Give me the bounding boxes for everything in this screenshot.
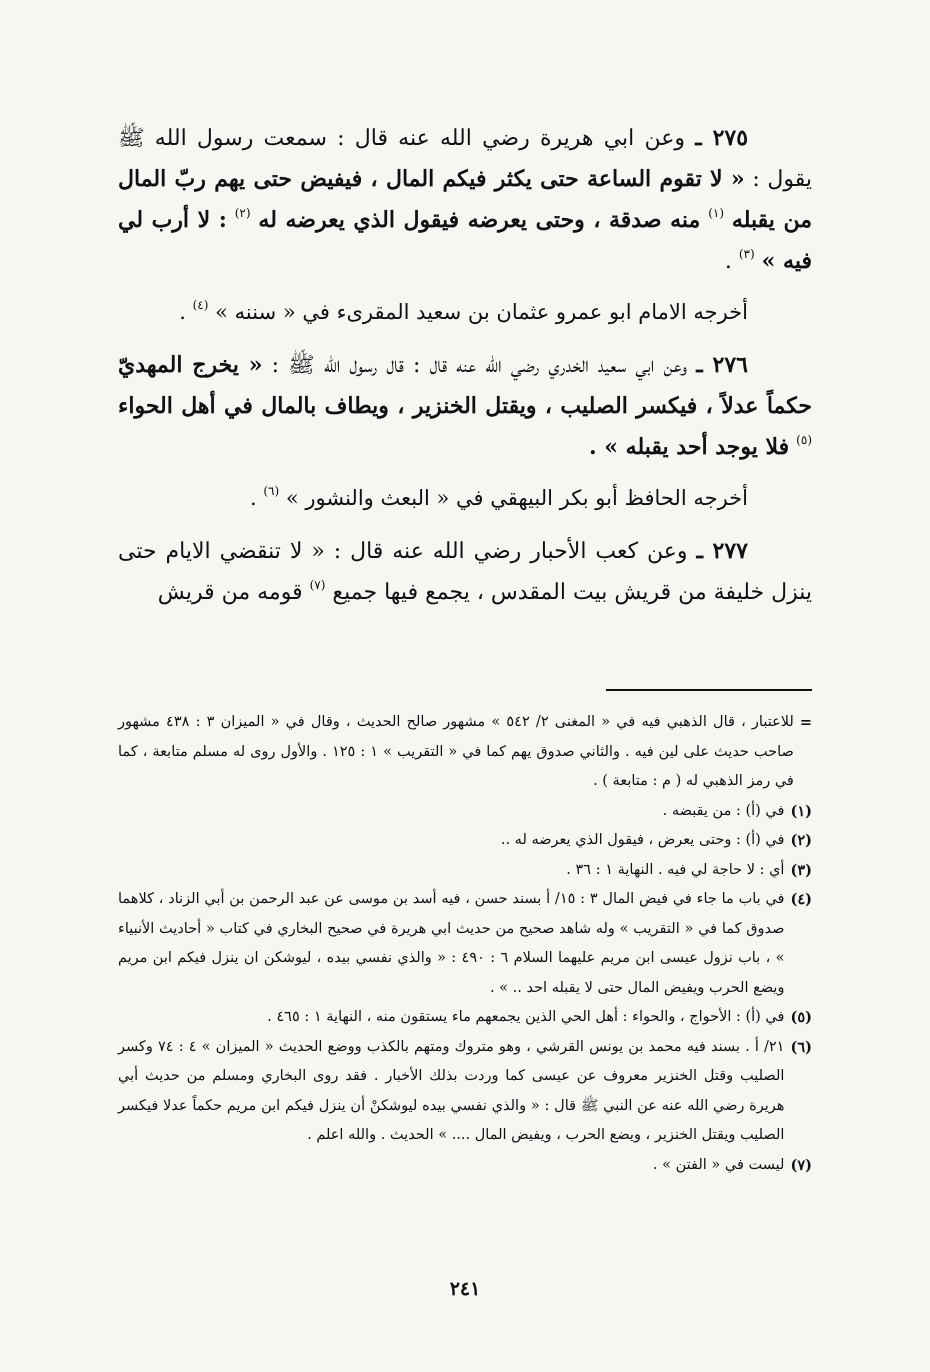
footnote-marker: (٢)	[234, 205, 251, 220]
footnote-number: (٢)	[790, 832, 812, 849]
footnote-4	[118, 885, 812, 1003]
hadith-275	[118, 118, 812, 282]
hadith-277	[118, 531, 812, 613]
footnotes	[118, 708, 812, 1180]
footnote-number: (٧)	[790, 1156, 812, 1174]
footnote-3	[118, 856, 812, 886]
hadith-quote: قومه من قريش	[157, 580, 303, 605]
footnote-number: (٣)	[790, 861, 812, 879]
source-275	[118, 292, 812, 333]
footnote-marker: (٦)	[263, 484, 280, 498]
hadith-quote: منه صدقة ، وحتى يعرضه فيقول الذي يعرضه له	[258, 207, 701, 233]
footnote-separator	[606, 689, 812, 691]
punctuation: .	[724, 249, 732, 274]
footnote-2	[118, 826, 812, 856]
hadith-quote: فلا يوجد أحد يقبله » .	[588, 434, 790, 460]
footnote-text: ٢١/ أ . بسند فيه محمد بن يونس القرشي ، وهو متروك ومتهم بالكذب ووضع الحديث « الميزان » ٤ : ٧٤ وكسر الصليب وقتل الخنزير معروف عن عيسى كما وردت بذلك الأخبار . فقد روى البخاري ومسلم من حديث أبي هريرة رضي الله عنه عن النبي ﷺ قال : « والذي نفسي بيده ليوشكنْ أن ينزل فيكم ابن مريم حكماً عدلا فيكسر الصليب ويقتل الخنزير ، ويضع الحرب ، ويفيض المال .... » الحديث . والله اعلم .	[118, 1038, 785, 1143]
punctuation: .	[249, 486, 257, 510]
book-page	[118, 118, 812, 1358]
footnote-marker: (٣)	[738, 246, 755, 261]
footnote-text: ليست في « الفتن » .	[652, 1156, 785, 1173]
hadith-intro: وعن ابي سعيد الخدري رضي الله عنه قال : قال رسول الله ﷺ :	[271, 353, 688, 378]
footnote-text: للاعتبار ، قال الذهبي فيه في « المغنى ٢/ ٥٤٢ » مشهور صالح الحديث ، وقال في « الميزان ٣ : ٤٣٨ مشهور صاحب حديث على لين فيه . والثاني صدوق يهم كما في « التقريب » ١ : ١٢٥ . والأول روى له مسلم متابعة ، كما في رمز الذهبي له ( م : متابعة ) .	[118, 714, 794, 789]
footnote-6	[118, 1033, 812, 1151]
footnote-continuation	[118, 708, 812, 797]
hadith-276	[118, 345, 812, 468]
footnote-5	[118, 1003, 812, 1033]
footnote-text: في (أ) : وحتى يعرض ، فيقول الذي يعرضه له ..	[500, 832, 785, 848]
hadith-quote: « يخرج المهديّ حكماً عدلاً ، فيكسر الصليب ، ويقتل الخنزير ، ويطاف بالمال في أهل الحواء	[118, 352, 812, 419]
footnote-text: في (أ) : من يقبضه .	[662, 802, 785, 819]
source-text: أخرجه الامام ابو عمرو عثمان بن سعيد المقرىء في « سننه »	[215, 300, 748, 324]
hadith-intro: وعن ابي هريرة رضي الله عنه قال : سمعت رسول الله ﷺ يقول :	[118, 126, 813, 192]
footnote-text: في (أ) : الأحواج ، والحواء : أهل الحي الذين يجمعهم ماء يستقون منه ، النهاية ١ : ٤٦٥ .	[267, 1009, 785, 1025]
source-276	[118, 478, 812, 519]
hadith-quote: « لا تقوم الساعة حتى يكثر فيكم المال ، فيفيض حتى يهم ربّ المال من يقبله	[118, 166, 812, 233]
page-number: ٢٤١	[449, 1278, 481, 1300]
footnote-marker: (١)	[708, 205, 725, 220]
footnote-number: (٦)	[790, 1038, 812, 1056]
footnote-marker: (٧)	[309, 577, 326, 592]
hadith-quote: : لا أرب لي فيه »	[118, 207, 812, 274]
hadith-number: ٢٧٥ ـ	[695, 125, 749, 151]
footnote-1	[118, 797, 812, 827]
hadith-number: ٢٧٦ ـ	[696, 352, 748, 378]
source-text: أخرجه الحافظ أبو بكر البيهقي في « البعث والنشور »	[285, 486, 748, 510]
footnote-text: في باب ما جاء في فيض المال ٣ : ١٥/ أ بسند حسن ، فيه أسد بن موسى عن عبد الرحمن بن أبي الزناد ، كلاهما صدوق كما في « التقريب » وله شاهد صحيح من حديث ابي هريرة في صحيح البخاري في كتاب « أحاديث الأنبياء » ، باب نزول عيسى ابن مريم عليهما السلام ٦ : ٤٩٠ : « والذي نفسي بيده ، ليوشكن ان ينزل فيكم ابن مريم ويضع الحرب ويفيض المال حتى لا يقبله احد .. » .	[118, 891, 785, 996]
footnote-number: (١)	[790, 802, 812, 820]
hadith-number: ٢٧٧ ـ	[696, 538, 748, 564]
footnote-marker: (٤)	[192, 298, 209, 312]
footnote-text: أي : لا حاجة لي فيه . النهاية ١ : ٣٦ .	[566, 861, 785, 878]
footnote-marker: (٥)	[796, 432, 812, 447]
footnote-number: (٥)	[790, 1009, 812, 1026]
hadith-intro: وعن كعب الأحبار رضي الله عنه قال : « لا تنقضي الايام حتى ينزل خليفة من قريش بيت المقدس ، يجمع فيها جميع	[118, 539, 812, 605]
main-text	[118, 118, 812, 613]
punctuation: .	[179, 300, 186, 324]
footnote-7	[118, 1151, 812, 1181]
footnote-number: (٤)	[790, 891, 812, 908]
footnote-number: =	[799, 714, 812, 731]
